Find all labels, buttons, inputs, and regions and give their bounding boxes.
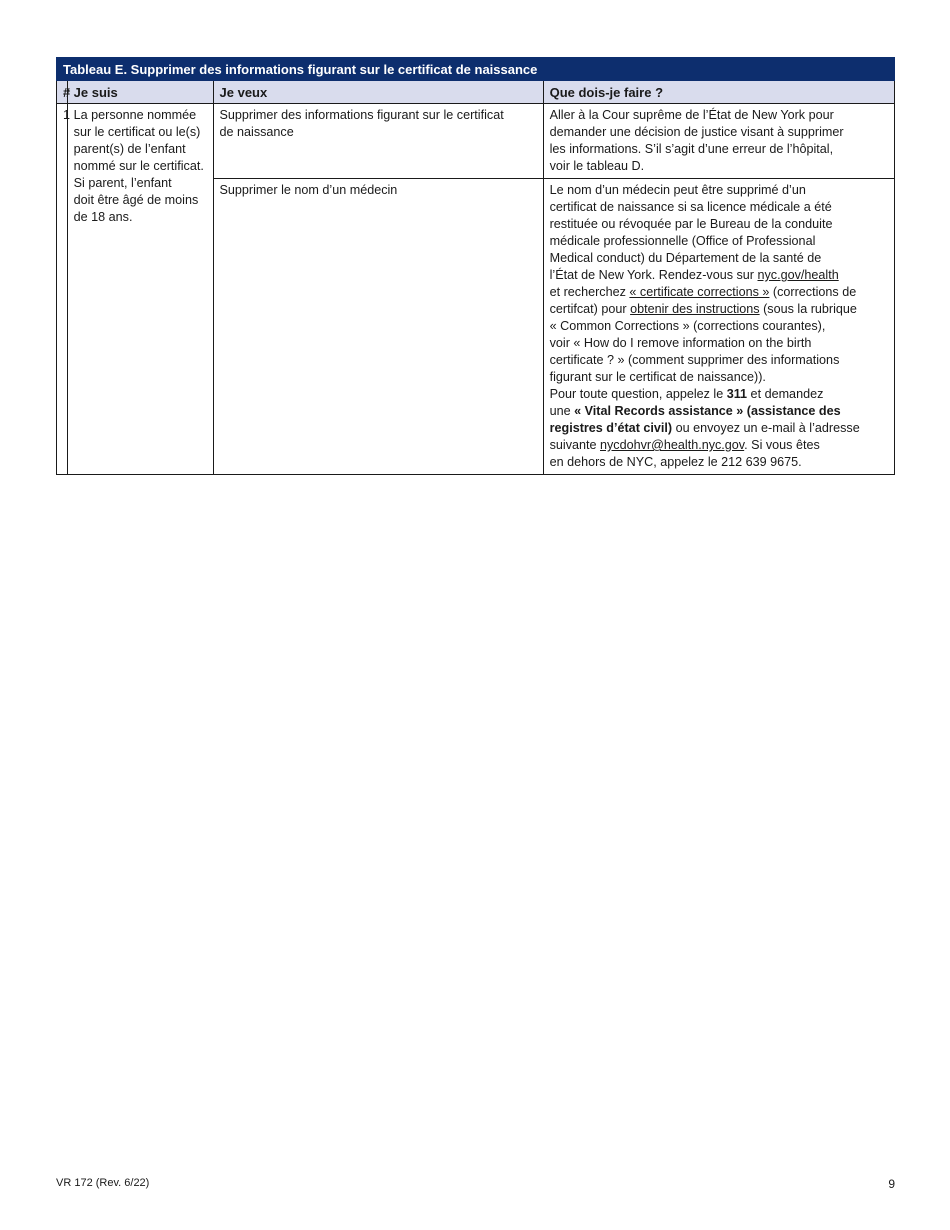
todo-line — [550, 386, 888, 403]
todo-text: (corrections de — [769, 285, 857, 299]
certificate-corrections-link[interactable]: « certificate corrections » — [629, 285, 770, 299]
todo-line — [550, 284, 888, 301]
vital-records-text: « Vital Records assistance » (assistance des — [574, 404, 841, 418]
removal-info-table — [56, 57, 895, 475]
cell-que-faire-2 — [543, 179, 894, 475]
todo-text: ou envoyez un e-mail à l’adresse — [672, 421, 860, 435]
page-number: 9 — [888, 1177, 895, 1191]
todo-text: (sous la rubrique — [759, 302, 857, 316]
todo-text: . Si vous êtes — [744, 438, 820, 452]
todo-text: et demandez — [747, 387, 824, 401]
todo-line: demander une décision de justice visant à supprimer — [549, 125, 844, 139]
table-header-row — [57, 81, 895, 104]
todo-line — [550, 437, 888, 454]
todo-line: Medical conduct) du Département de la santé de — [549, 251, 822, 265]
todo-text: une — [549, 404, 575, 418]
cell-je-veux-2 — [213, 179, 543, 475]
todo-line: les informations. S’il s’agit d’une erreur de l’hôpital, — [549, 142, 834, 156]
who-line: sur le certificat ou le(s) — [73, 125, 201, 139]
vital-records-text: registres d’état civil) — [549, 421, 673, 435]
todo-line — [550, 267, 888, 284]
who-line: nommé sur le certificat. — [73, 159, 204, 173]
header-que-faire: Que dois-je faire ? — [543, 81, 894, 104]
todo-line: en dehors de NYC, appelez le 212 639 9675. — [549, 455, 802, 469]
who-line: parent(s) de l’enfant — [73, 142, 186, 156]
todo-line: voir « How do I remove information on the birth — [549, 336, 812, 350]
header-je-suis: Je suis — [67, 81, 213, 104]
todo-line: médicale professionnelle (Office of Professional — [549, 234, 816, 248]
who-line: doit être âgé de moins — [73, 193, 199, 207]
cell-je-suis — [67, 104, 213, 475]
header-je-veux: Je veux — [213, 81, 543, 104]
who-line: Si parent, l’enfant — [73, 176, 172, 190]
phone-311: 311 — [726, 387, 748, 401]
row-number: 1 — [57, 104, 68, 475]
form-id: VR 172 (Rev. 6/22) — [56, 1177, 150, 1189]
table-title: Tableau E. Supprimer des informations figurant sur le certificat de naissance — [57, 58, 895, 81]
table-row — [57, 104, 895, 179]
todo-text: Pour toute question, appelez le — [549, 387, 727, 401]
todo-line: Le nom d’un médecin peut être supprimé d’un — [549, 183, 806, 197]
who-line: La personne nommée — [73, 108, 197, 122]
todo-line: voir le tableau D. — [549, 159, 645, 173]
want-line: Supprimer des informations figurant sur le certificat — [219, 108, 504, 122]
table-title-row — [57, 58, 895, 81]
cell-que-faire-1 — [543, 104, 894, 179]
todo-line — [550, 420, 888, 437]
email-link[interactable]: nycdohvr@health.nyc.gov — [600, 438, 745, 452]
todo-text: et recherchez — [549, 285, 630, 299]
todo-line: restituée ou révoquée par le Bureau de la conduite — [549, 217, 833, 231]
todo-line — [550, 301, 888, 318]
todo-text: certifcat) pour — [549, 302, 631, 316]
nyc-health-link[interactable]: nyc.gov/health — [757, 268, 839, 282]
todo-text: l’État de New York. Rendez-vous sur — [549, 268, 758, 282]
todo-line — [550, 403, 888, 420]
cell-je-veux-1 — [213, 104, 543, 179]
todo-line: figurant sur le certificat de naissance)). — [549, 370, 766, 384]
want-line: Supprimer le nom d’un médecin — [219, 183, 398, 197]
todo-line: « Common Corrections » (corrections courantes), — [549, 319, 826, 333]
instructions-link[interactable]: obtenir des instructions — [630, 302, 760, 316]
todo-text: suivante — [549, 438, 600, 452]
todo-line: certificat de naissance si sa licence médicale a été — [549, 200, 832, 214]
todo-line: Aller à la Cour suprême de l’État de New York pour — [549, 108, 834, 122]
todo-line: certificate ? » (comment supprimer des informations — [549, 353, 840, 367]
want-line: de naissance — [219, 125, 294, 139]
header-number: # — [57, 81, 68, 104]
who-line: de 18 ans. — [73, 210, 133, 224]
